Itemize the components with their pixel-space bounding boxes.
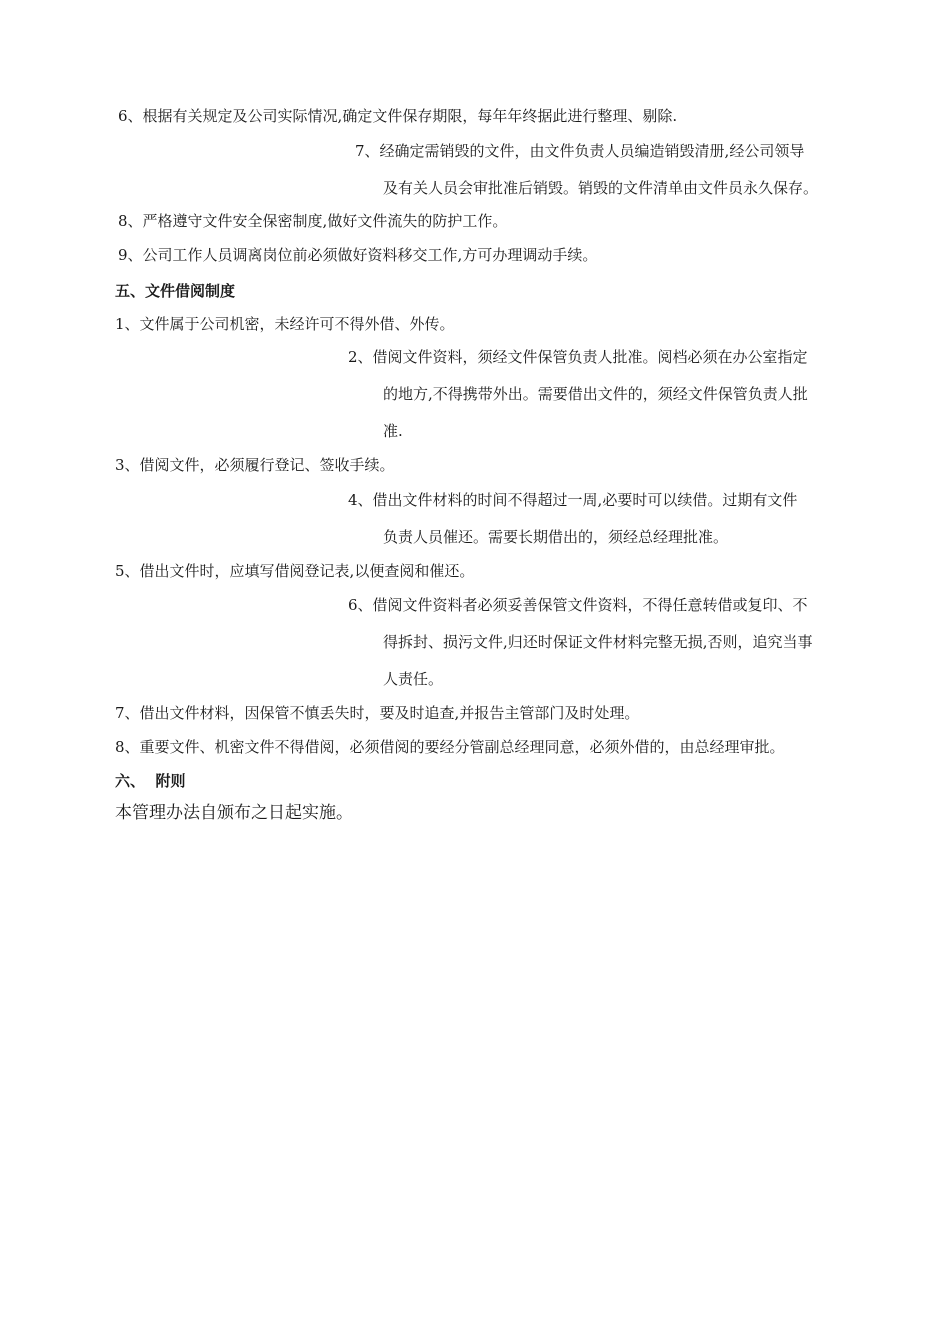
sec5-item1: 1、文件属于公司机密，未经许可不得外借、外传。	[115, 315, 455, 333]
section5-heading: 五、文件借阅制度	[115, 282, 236, 300]
sec5-item6-line3: 人责任。	[383, 670, 444, 688]
sec5-item2-line2: 的地方,不得携带外出。需要借出文件的，须经文件保管负责人批	[383, 385, 808, 403]
sec5-item3: 3、借阅文件，必须履行登记、签收手续。	[115, 456, 395, 474]
sec4-item9: 9、公司工作人员调离岗位前必须做好资料移交工作,方可办理调动手续。	[118, 246, 598, 264]
sec4-item7-line2: 及有关人员会审批准后销毁。销毁的文件清单由文件员永久保存。	[383, 179, 819, 197]
section6-heading: 六、 附则	[115, 772, 186, 790]
sec5-item8: 8、重要文件、机密文件不得借阅，必须借阅的要经分管副总经理同意，必须外借的，由总经理审批。	[115, 738, 785, 756]
sec5-item2-line1: 2、借阅文件资料，须经文件保管负责人批准。阅档必须在办公室指定	[348, 348, 808, 366]
sec5-item6-line1: 6、借阅文件资料者必须妥善保管文件资料，不得任意转借或复印、不	[348, 596, 808, 614]
sec5-item4-line2: 负责人员催还。需要长期借出的，须经总经理批准。	[383, 528, 729, 546]
sec5-item2-line3: 准.	[383, 422, 403, 440]
sec5-item7: 7、借出文件材料，因保管不慎丢失时，要及时追查,并报告主管部门及时处理。	[115, 704, 640, 722]
sec4-item7-line1: 7、经确定需销毁的文件，由文件负责人员编造销毁清册,经公司领导	[355, 142, 805, 160]
sec6-text: 本管理办法自颁布之日起实施。	[115, 803, 353, 823]
sec4-item8: 8、严格遵守文件安全保密制度,做好文件流失的防护工作。	[118, 212, 508, 230]
sec5-item5: 5、借出文件时，应填写借阅登记表,以便查阅和催还。	[115, 562, 475, 580]
sec4-item6: 6、根据有关规定及公司实际情况,确定文件保存期限，每年年终据此进行整理、剔除.	[118, 107, 678, 125]
sec5-item4-line1: 4、借出文件材料的时间不得超过一周,必要时可以续借。过期有文件	[348, 491, 798, 509]
sec5-item6-line2: 得拆封、损污文件,归还时保证文件材料完整无损,否则，追究当事	[383, 633, 813, 651]
